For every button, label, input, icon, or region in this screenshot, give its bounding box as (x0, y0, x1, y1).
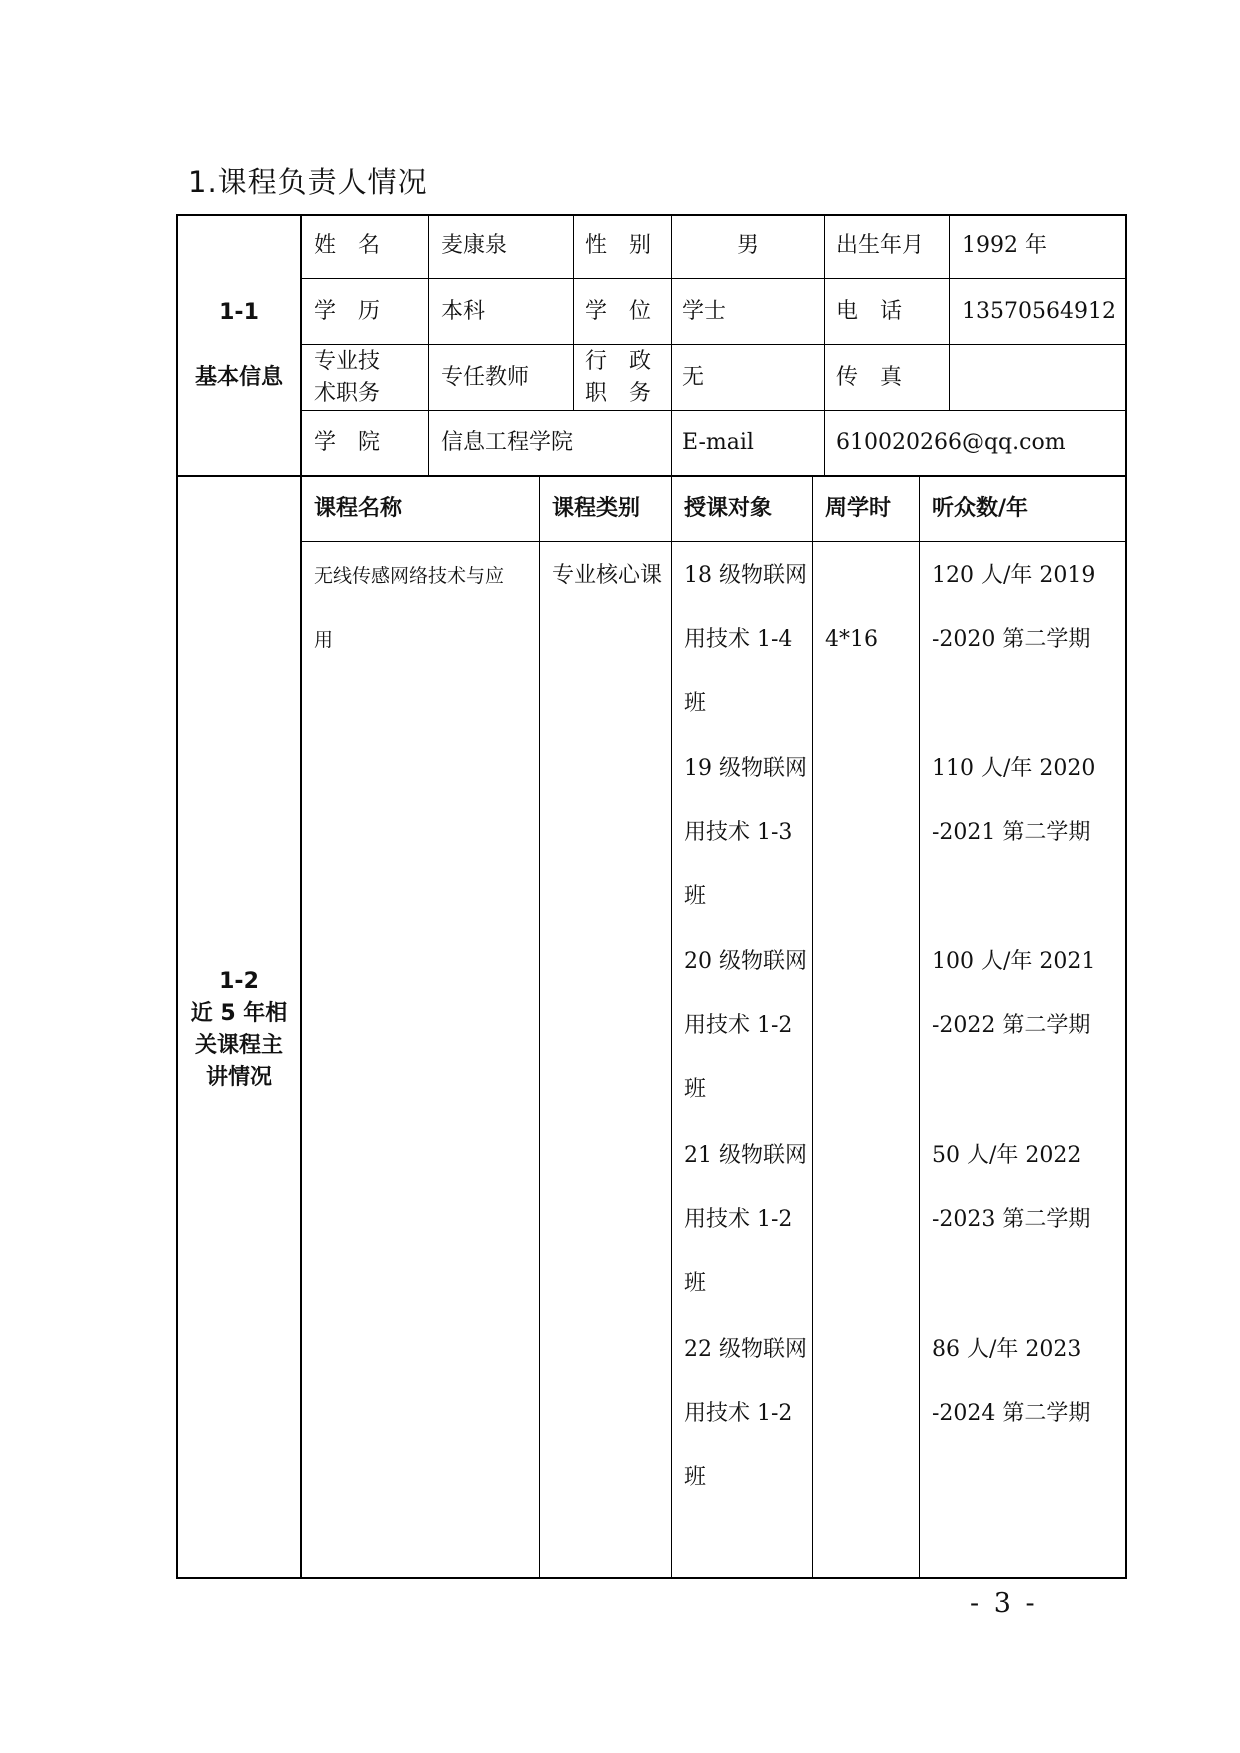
target-1-line3: 班 (684, 691, 707, 716)
label-email: E-mail (682, 430, 754, 455)
audience-5-line1: 86 人/年 2023 (932, 1337, 1082, 1362)
value-name: 麦康泉 (441, 233, 508, 258)
target-2-line3: 班 (684, 884, 707, 909)
value-degree: 学士 (682, 299, 727, 324)
value-admin: 无 (682, 365, 705, 390)
col-divider-a (428, 214, 429, 476)
col-divider-d (824, 214, 825, 476)
col-divider-e (949, 214, 950, 410)
audience-3-line2: -2022 第二学期 (932, 1013, 1091, 1038)
header-course-category: 课程类别 (552, 496, 641, 521)
header-audience: 听众数/年 (932, 496, 1029, 521)
table-border-left (176, 214, 178, 1579)
label-gender: 性 别 (585, 233, 652, 258)
target-4-line2: 用技术 1-2 (684, 1207, 793, 1232)
target-2-line2: 用技术 1-3 (684, 820, 793, 845)
label-education: 学 历 (314, 299, 381, 324)
section2-title-line3: 讲情况 (205, 1065, 272, 1090)
col-divider-b (573, 214, 574, 410)
weekly-hours: 4*16 (825, 627, 878, 652)
section2-code: 1-2 (219, 969, 259, 994)
audience-1-line2: -2020 第二学期 (932, 627, 1091, 652)
section2-title-line2: 关课程主 (194, 1033, 283, 1058)
col-divider-audience (919, 476, 920, 1578)
target-3-line2: 用技术 1-2 (684, 1013, 793, 1038)
audience-5-line2: -2024 第二学期 (932, 1401, 1091, 1426)
course-name-line2: 用 (314, 629, 334, 651)
section1-code: 1-1 (219, 300, 259, 325)
header-divider (300, 541, 1127, 542)
section-divider (176, 475, 1127, 477)
target-5-line2: 用技术 1-2 (684, 1401, 793, 1426)
value-education: 本科 (441, 299, 486, 324)
label-tech-title-line2: 术职务 (314, 381, 381, 406)
label-phone: 电 话 (836, 299, 903, 324)
table-border-bottom (176, 1577, 1127, 1579)
row-divider-1 (300, 278, 1127, 279)
label-degree: 学 位 (585, 299, 652, 324)
page-heading: 1.课程负责人情况 (188, 165, 428, 199)
header-weekly-hours: 周学时 (825, 496, 892, 521)
section2-title-line1: 近 5 年相 (190, 1001, 288, 1026)
row-divider-3 (300, 410, 1127, 411)
audience-2-line1: 110 人/年 2020 (932, 756, 1096, 781)
target-5-line1: 22 级物联网 (684, 1337, 807, 1362)
audience-2-line2: -2021 第二学期 (932, 820, 1091, 845)
label-college: 学 院 (314, 430, 381, 455)
label-fax: 传 真 (836, 365, 903, 390)
target-3-line1: 20 级物联网 (684, 949, 807, 974)
value-tech-title: 专任教师 (441, 365, 530, 390)
target-2-line1: 19 级物联网 (684, 756, 807, 781)
course-category: 专业核心课 (552, 563, 663, 588)
label-tech-title-line1: 专业技 (314, 349, 381, 374)
value-email: 610020266@qq.com (836, 430, 1066, 455)
value-birth: 1992 年 (962, 233, 1047, 258)
label-birth: 出生年月 (836, 233, 925, 258)
table-border-top (176, 214, 1127, 216)
target-4-line3: 班 (684, 1271, 707, 1296)
label-name: 姓 名 (314, 233, 381, 258)
label-admin-line1: 行 政 (585, 349, 652, 374)
audience-3-line1: 100 人/年 2021 (932, 949, 1096, 974)
table-border-right (1125, 214, 1127, 1579)
header-course-name: 课程名称 (314, 496, 403, 521)
section1-title: 基本信息 (194, 365, 283, 390)
row-divider-2 (300, 344, 1127, 345)
target-4-line1: 21 级物联网 (684, 1143, 807, 1168)
target-1-line1: 18 级物联网 (684, 563, 807, 588)
value-gender: 男 (736, 233, 759, 258)
page-number: - 3 - (970, 1588, 1038, 1619)
audience-1-line1: 120 人/年 2019 (932, 563, 1096, 588)
audience-4-line1: 50 人/年 2022 (932, 1143, 1082, 1168)
audience-4-line2: -2023 第二学期 (932, 1207, 1091, 1232)
col-divider-category (539, 476, 540, 1578)
col-divider-hours (812, 476, 813, 1578)
title-column-divider (300, 214, 302, 1579)
target-1-line2: 用技术 1-4 (684, 627, 793, 652)
target-3-line3: 班 (684, 1077, 707, 1102)
col-divider-target (671, 476, 672, 1578)
label-admin-line2: 职 务 (585, 381, 652, 406)
value-phone: 13570564912 (962, 299, 1116, 324)
header-target: 授课对象 (684, 496, 773, 521)
course-name-line1: 无线传感网络技术与应 (314, 565, 505, 587)
value-college: 信息工程学院 (441, 430, 574, 455)
target-5-line3: 班 (684, 1465, 707, 1490)
